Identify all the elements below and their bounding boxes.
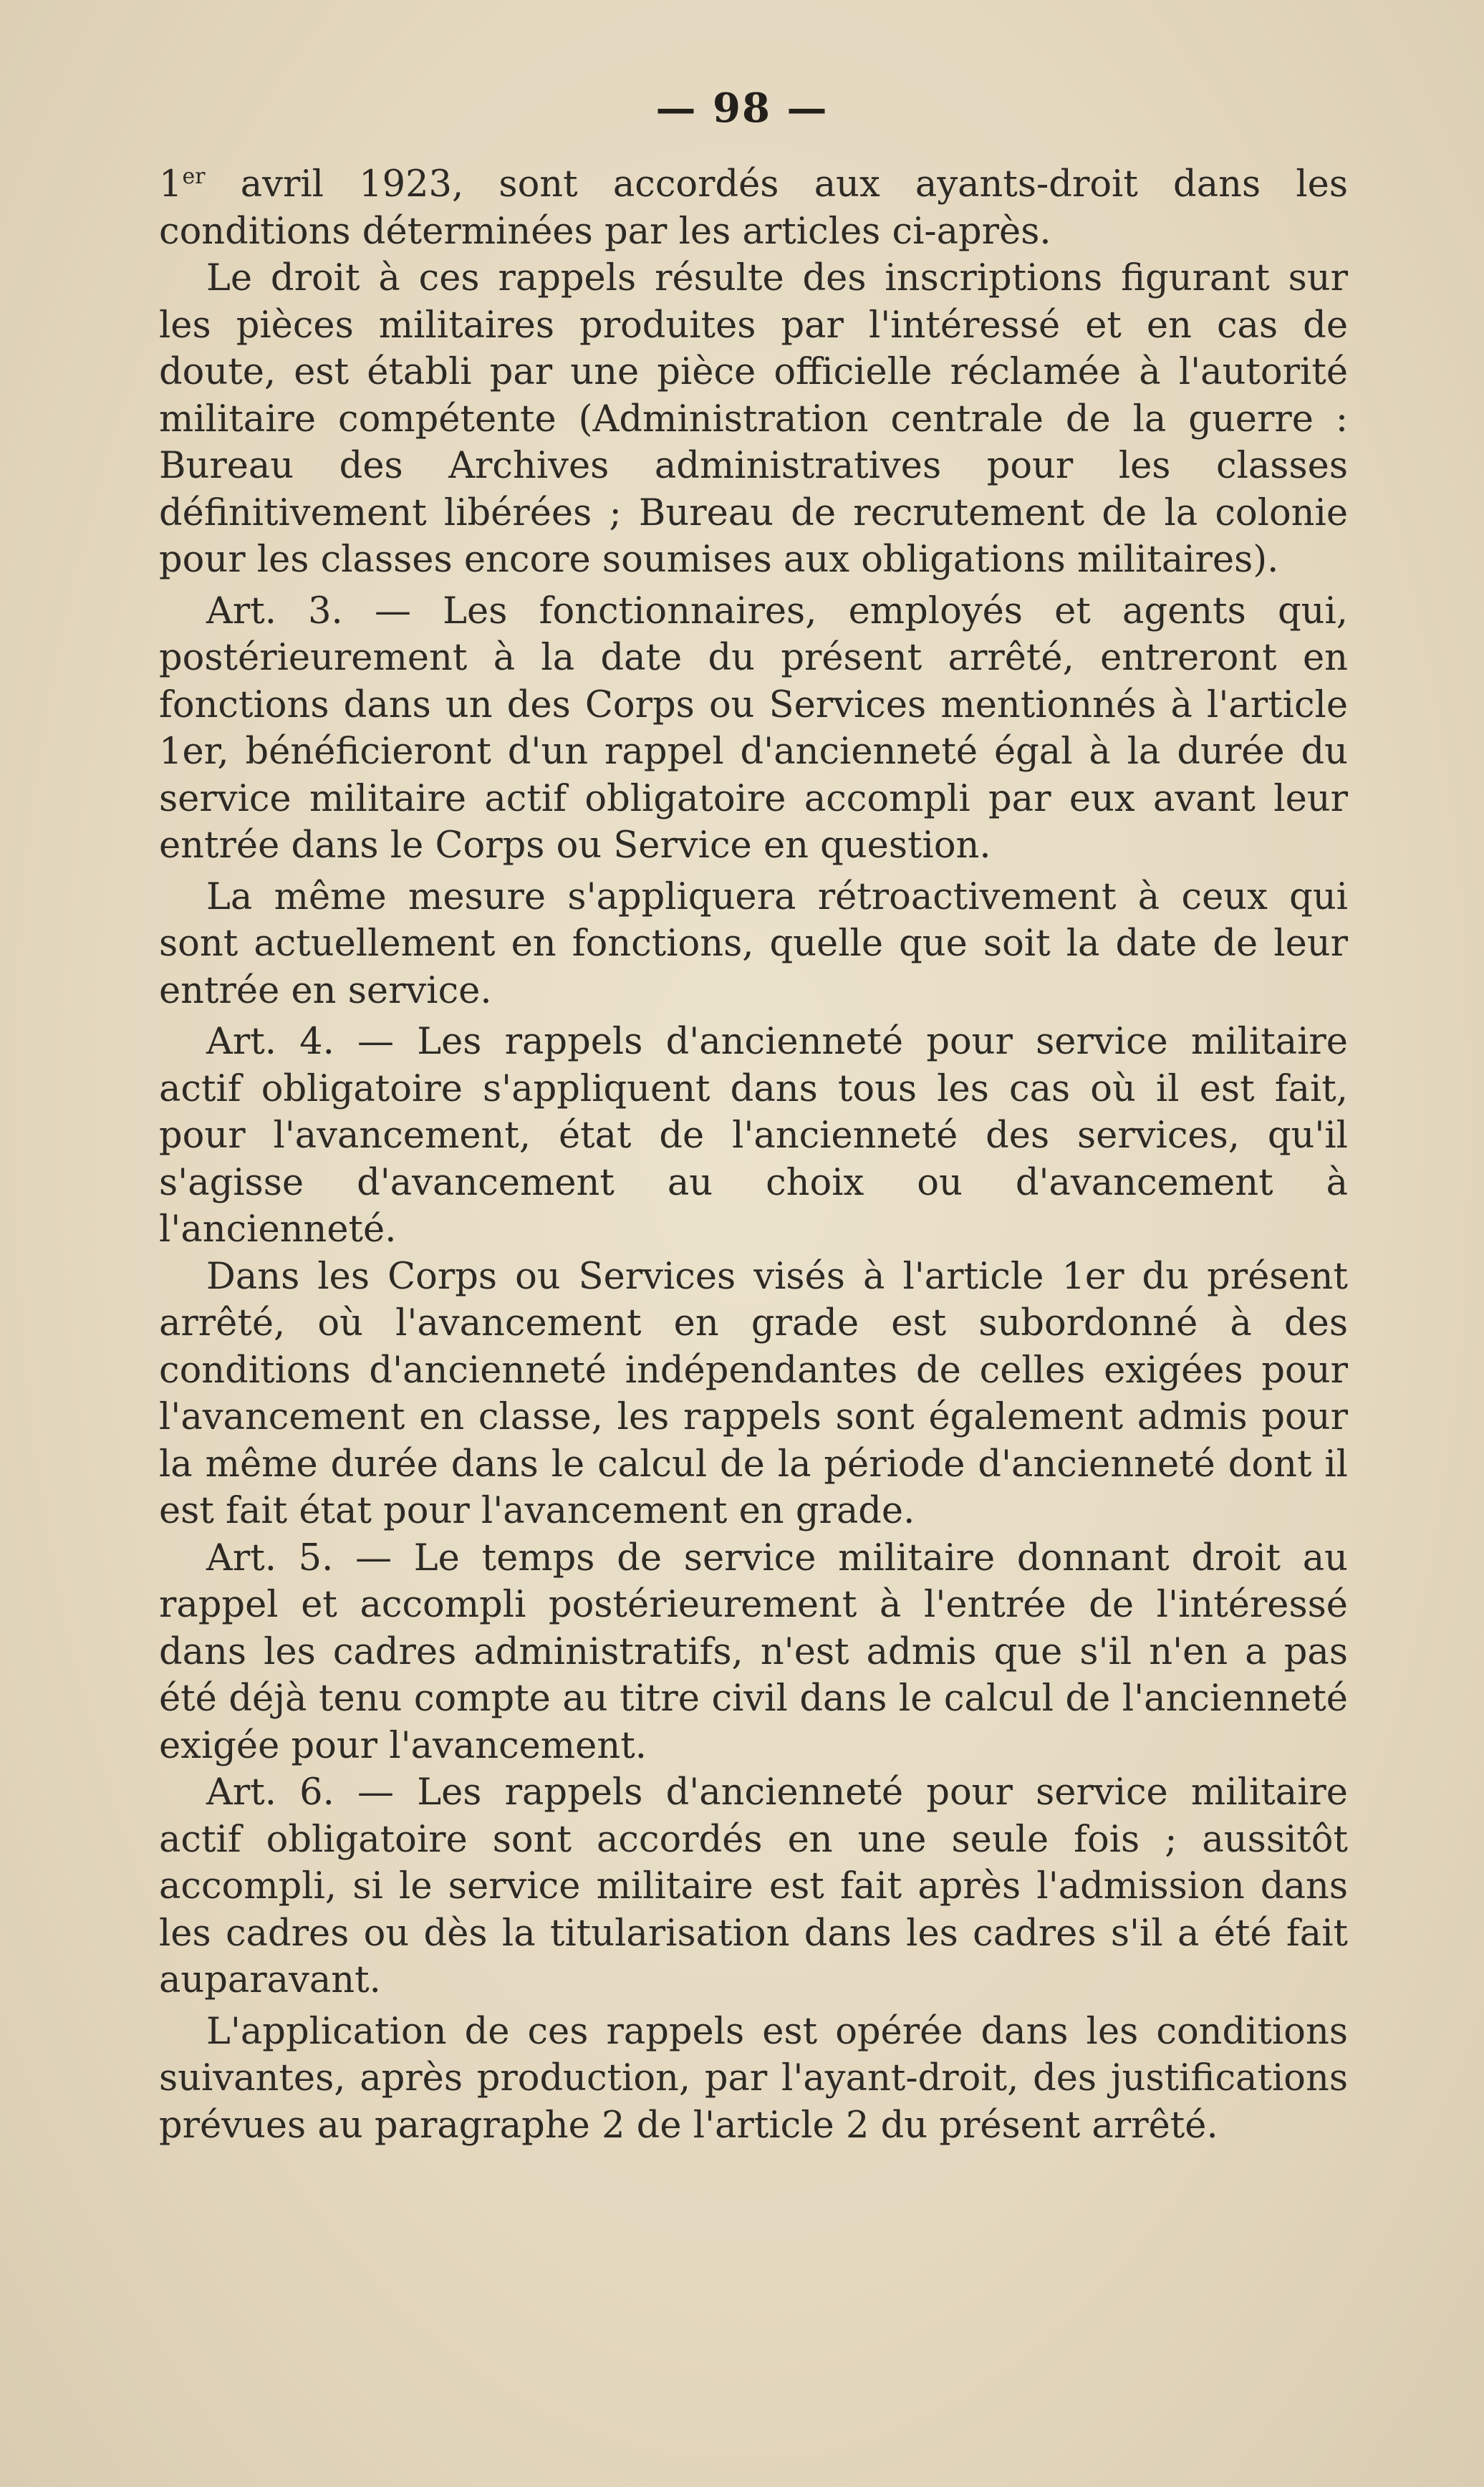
paragraph-text: avril 1923, sont accordés aux ayants-droit dans les conditions déterminées par les articles ci-après.: [159, 163, 1348, 253]
paragraph-article-5: Art. 5. — Le temps de service militaire donnant droit au rappel et accompli postérieurement à l'entrée de l'intéressé dans les cadres administratifs, n'est admis que s'il n'en a pas été déjà tenu compte au titre civil dans le calcul de l'ancienneté exigée pour l'avancement.: [159, 1536, 1348, 1767]
paragraph-article-4-grade: Dans les Corps ou Services visés à l'article 1er du présent arrêté, où l'avancement en grade est subordonné à des conditions d'ancienneté indépendantes de celles exigées pour l'avancement en classe, les rappels sont également admis pour la même durée dans le calcul de la période d'ancienneté dont il est fait état pour l'avancement en grade.: [159, 1255, 1348, 1532]
paragraph-lead-number: 1: [159, 163, 183, 206]
page-number: — 98 —: [655, 85, 829, 132]
text-body: [159, 161, 1348, 2149]
paragraph-article-6-application: L'application de ces rappels est opérée dans les conditions suivantes, après production, par l'ayant-droit, des justifications prévues au paragraphe 2 de l'article 2 du présent arrêté.: [159, 2010, 1348, 2147]
paragraph-article-4: Art. 4. — Les rappels d'ancienneté pour service militaire actif obligatoire s'appliquent dans tous les cas où il est fait, pour l'avancement, état de l'ancienneté des services, qu'il s'agisse d'avancement au choix ou d'avancement à l'ancienneté.: [159, 1021, 1348, 1251]
paragraph-rappels-droit: Le droit à ces rappels résulte des inscriptions figurant sur les pièces militaires produites par l'intéressé et en cas de doute, est établi par une pièce officielle réclamée à l'autorité militaire compétente (Administration centrale de la guerre : Bureau des Archives administratives pour les classes définitivement libérées ; Bureau de recrutement de la colonie pour les classes encore soumises aux obligations militaires).: [159, 257, 1348, 581]
paragraph-article-3: Art. 3. — Les fonctionnaires, employés et agents qui, postérieurement à la date du présent arrêté, entreront en fonctions dans un des Corps ou Services mentionnés à l'article 1er, bénéficieront d'un rappel d'ancienneté égal à la durée du service militaire actif obligatoire accompli par eux avant leur entrée dans le Corps ou Service en question.: [159, 590, 1348, 867]
paragraph-article-3-retroactive: La même mesure s'appliquera rétroactivement à ceux qui sont actuellement en fonctions, quelle que soit la date de leur entrée en service.: [159, 875, 1348, 1012]
paragraph-continuation: [159, 161, 1348, 255]
paragraph-article-6: Art. 6. — Les rappels d'ancienneté pour service militaire actif obligatoire sont accordés en une seule fois ; aussitôt accompli, si le service militaire est fait après l'admission dans les cadres ou dès la titularisation dans les cadres s'il a été fait auparavant.: [159, 1771, 1348, 2001]
paragraph-lead-superscript: er: [182, 164, 206, 189]
